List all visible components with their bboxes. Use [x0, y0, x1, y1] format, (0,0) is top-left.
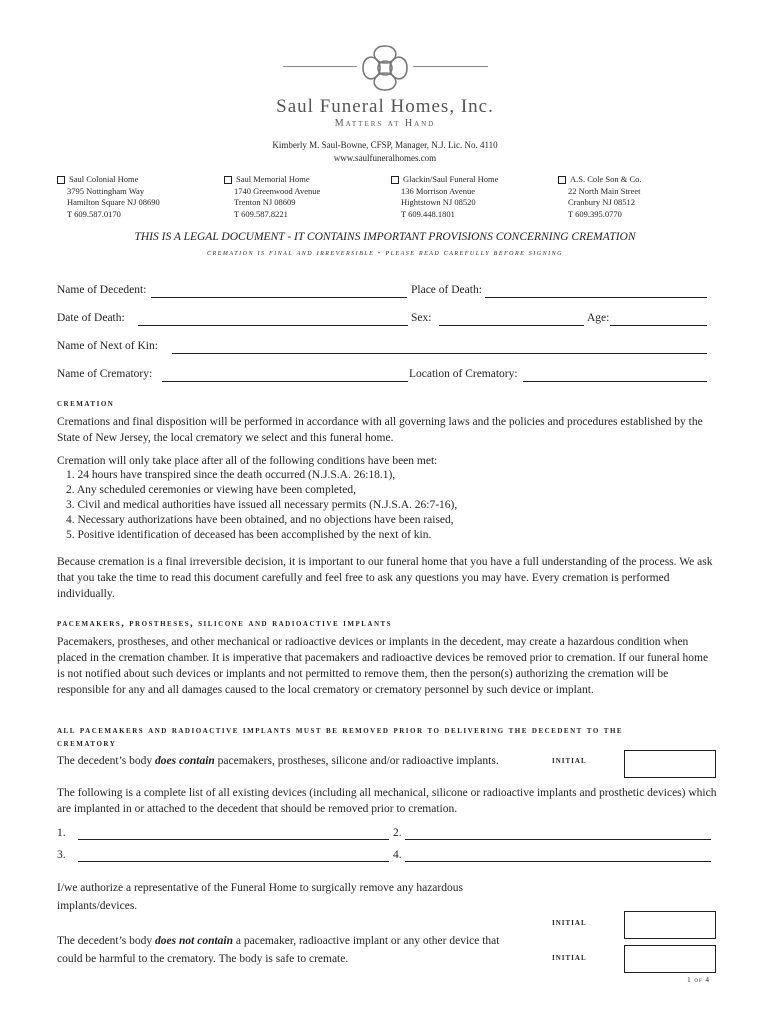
location-block: [558, 174, 728, 220]
logo-emblem-icon: [359, 42, 411, 94]
initial-label: initial: [552, 755, 587, 766]
conditions-intro: Cremation will only take place after all of the following conditions have been met:: [57, 455, 438, 467]
does-contain-statement: The decedent’s body does contain pacemakers, prostheses, silicone and/or radioactive implants.: [57, 755, 499, 767]
checkbox-icon[interactable]: [558, 176, 566, 184]
location-name: Glackin/Saul Funeral Home: [403, 174, 499, 184]
initial-label: initial: [552, 952, 587, 963]
decedent-input[interactable]: [151, 297, 407, 298]
device-number: 4.: [393, 849, 402, 861]
website-link[interactable]: www.saulfuneralhomes.com: [333, 153, 437, 163]
device-number: 2.: [393, 827, 402, 839]
device-number: 3.: [57, 849, 66, 861]
date-of-death-input[interactable]: [138, 325, 408, 326]
crematory-label: Name of Crematory:: [57, 368, 153, 380]
location-street: 3795 Nottingham Way: [67, 185, 145, 196]
device-input-1[interactable]: [78, 839, 389, 840]
implants-paragraph: Pacemakers, prostheses, and other mechanical or radioactive devices or implants in the decedent, may create a hazardous condition when placed in the cremation chamber. It is imperative that pacemakers and radioactive devices be removed prior to cremation. If our funeral home is not notified about such devices or implants and not permitted to remove them, then the person(s) authorizing the cremation will be responsible for any and all damages caused to the local crematory or crematory personnel by such device or implant.: [57, 636, 709, 696]
location-street: 1740 Greenwood Avenue: [234, 185, 321, 196]
condition-item: 1. 24 hours have transpired since the death occurred (N.J.S.A. 26:18.1),: [66, 469, 396, 481]
removal-heading: all pacemakers and radioactive implants must be removed prior to delivering the decedent to the crematory: [57, 725, 624, 749]
crematory-location-input[interactable]: [523, 381, 707, 382]
crematory-location-label: Location of Crematory:: [409, 368, 518, 380]
location-street: 136 Morrison Avenue: [401, 185, 475, 196]
location-phone: T 609.395.0770: [568, 208, 622, 219]
age-input[interactable]: [610, 325, 707, 326]
company-tagline: Matters at Hand: [334, 118, 436, 129]
location-name: Saul Memorial Home: [236, 174, 310, 184]
not-contain-statement: The decedent’s body does not contain a pacemaker, radioactive implant or any other device that could be harmful to the crematory. The body is safe to cremate.: [57, 935, 500, 965]
sex-input[interactable]: [439, 325, 584, 326]
initial-box-authorize[interactable]: [624, 911, 716, 939]
age-label: Age:: [587, 312, 610, 324]
initial-box-not-contain[interactable]: [624, 945, 716, 973]
crematory-input[interactable]: [162, 381, 408, 382]
location-city: Trenton NJ 08609: [234, 197, 296, 207]
location-name: A.S. Cole Son & Co.: [570, 174, 642, 184]
checkbox-icon[interactable]: [224, 176, 232, 184]
page-number: 1 of 4: [687, 976, 710, 984]
condition-item: 5. Positive identification of deceased has been accomplished by the next of kin.: [66, 529, 432, 541]
location-block: [391, 174, 561, 220]
cremation-heading: cremation: [57, 398, 115, 409]
location-city: Cranbury NJ 08512: [568, 197, 636, 207]
does-contain-emphasis: does contain: [155, 755, 215, 767]
initial-label: initial: [552, 917, 587, 928]
device-number: 1.: [57, 827, 66, 839]
location-name: Saul Colonial Home: [69, 174, 139, 184]
logo-rule-right: [413, 66, 488, 67]
condition-item: 3. Civil and medical authorities have issued all necessary permits (N.J.S.A. 26:7-16),: [66, 499, 458, 511]
location-block: [224, 174, 394, 220]
initial-box-contain[interactable]: [624, 750, 716, 778]
condition-item: 2. Any scheduled ceremonies or viewing have been completed,: [66, 484, 356, 496]
date-of-death-label: Date of Death:: [57, 312, 125, 324]
implants-heading: pacemakers, prostheses, silicone and radioactive implants: [57, 618, 393, 629]
manager-line: Kimberly M. Saul-Bowne, CFSP, Manager, N.J. Lic. No. 4110: [272, 140, 498, 150]
device-input-2[interactable]: [405, 839, 711, 840]
location-phone: T 609.587.8221: [234, 208, 288, 219]
location-city: Hightstown NJ 08520: [401, 197, 476, 207]
device-input-4[interactable]: [405, 861, 711, 862]
irreversible-paragraph: Because cremation is a final irreversible decision, it is important to our funeral home that you have a full understanding of the process. We ask that you take the time to read this document carefully and feel free to ask any questions you may have. Every cremation is performed individually.: [57, 556, 713, 600]
location-street: 22 North Main Street: [568, 185, 641, 196]
legal-subnotice: cremation is final and irreversible - please read carefully before signing: [207, 248, 563, 257]
legal-notice: THIS IS A LEGAL DOCUMENT - IT CONTAINS IMPORTANT PROVISIONS CONCERNING CREMATION: [134, 231, 636, 243]
sex-label: Sex:: [411, 312, 432, 324]
authorize-statement: I/we authorize a representative of the Funeral Home to surgically remove any hazardous implants/devices.: [57, 882, 463, 912]
checkbox-icon[interactable]: [391, 176, 399, 184]
checkbox-icon[interactable]: [57, 176, 65, 184]
device-list-intro: The following is a complete list of all existing devices (including all mechanical, silicone or radioactive implants and prosthetic devices) which are implanted in or attached to the decedent that should be removed prior to cremation.: [57, 787, 717, 815]
condition-item: 4. Necessary authorizations have been obtained, and no objections have been raised,: [66, 514, 454, 526]
place-of-death-label: Place of Death:: [411, 284, 482, 296]
next-of-kin-label: Name of Next of Kin:: [57, 340, 158, 352]
company-name: Saul Funeral Homes, Inc.: [276, 96, 494, 117]
location-phone: T 609.587.0170: [67, 208, 121, 219]
decedent-label: Name of Decedent:: [57, 284, 147, 296]
location-block: [57, 174, 227, 220]
location-phone: T 609.448.1801: [401, 208, 455, 219]
place-of-death-input[interactable]: [485, 297, 707, 298]
next-of-kin-input[interactable]: [172, 353, 707, 354]
logo-rule-left: [283, 66, 357, 67]
cremation-paragraph: Cremations and final disposition will be performed in accordance with all governing laws and the policies and procedures established by the State of New Jersey, the local crematory we select and this funeral home.: [57, 416, 703, 444]
device-input-3[interactable]: [78, 861, 389, 862]
not-contain-emphasis: does not contain: [155, 935, 234, 947]
location-city: Hamilton Square NJ 08690: [67, 197, 160, 207]
